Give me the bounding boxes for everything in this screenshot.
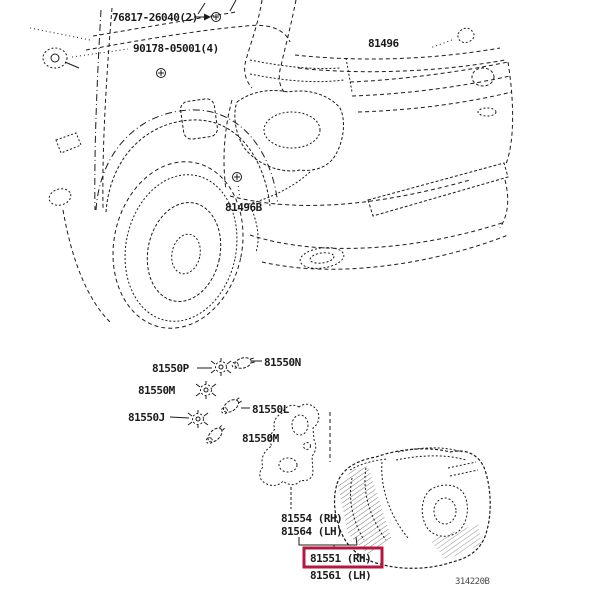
part-label-81550p[interactable]: 81550P — [152, 362, 189, 375]
part-label-81564-lh[interactable]: 81564 (LH) — [281, 525, 343, 538]
lamp-assembly-drawing — [335, 448, 491, 568]
drawing-code: 314220B — [455, 577, 490, 587]
socket-icon — [196, 381, 216, 399]
sensor-circle — [472, 68, 494, 86]
bumper-step-pad — [368, 163, 508, 216]
part-label-81561-lh[interactable]: 81561 (LH) — [310, 569, 372, 582]
arrowhead — [204, 14, 211, 21]
part-label-76817[interactable]: 76817-26040(2) — [112, 11, 198, 24]
socket-icon — [188, 410, 208, 428]
screw-icon — [212, 13, 221, 22]
part-label-81550l[interactable]: 81550L — [252, 403, 289, 416]
part-label-81550n[interactable]: 81550N — [264, 356, 301, 369]
part-label-81550j[interactable]: 81550J — [128, 411, 165, 424]
reflector-oval — [299, 245, 345, 271]
bulb-icon — [204, 423, 227, 446]
vehicle-rear-quarter-drawing — [30, 0, 513, 340]
socket-icon — [211, 358, 231, 376]
wheel-and-tire — [96, 110, 278, 341]
part-label-81496b[interactable]: 81496B — [225, 201, 262, 214]
nozzle-icon — [458, 28, 474, 42]
part-label-81551-rh[interactable]: 81551 (RH) — [310, 552, 372, 565]
tail-lamp-on-vehicle — [235, 90, 344, 170]
fuel-lid — [180, 98, 219, 140]
nut-icon — [43, 48, 79, 68]
bulb-icon — [231, 355, 255, 370]
part-label-90178[interactable]: 90178-05001(4) — [133, 42, 219, 55]
part-label-81496[interactable]: 81496 — [368, 37, 399, 50]
part-label-81550m-2[interactable]: 81550M — [242, 432, 279, 445]
part-label-81550m[interactable]: 81550M — [138, 384, 175, 397]
part-label-81554-rh[interactable]: 81554 (RH) — [281, 512, 343, 525]
bulb-icon — [219, 395, 243, 416]
screw-icon — [157, 69, 166, 78]
screw-icon — [233, 173, 242, 182]
